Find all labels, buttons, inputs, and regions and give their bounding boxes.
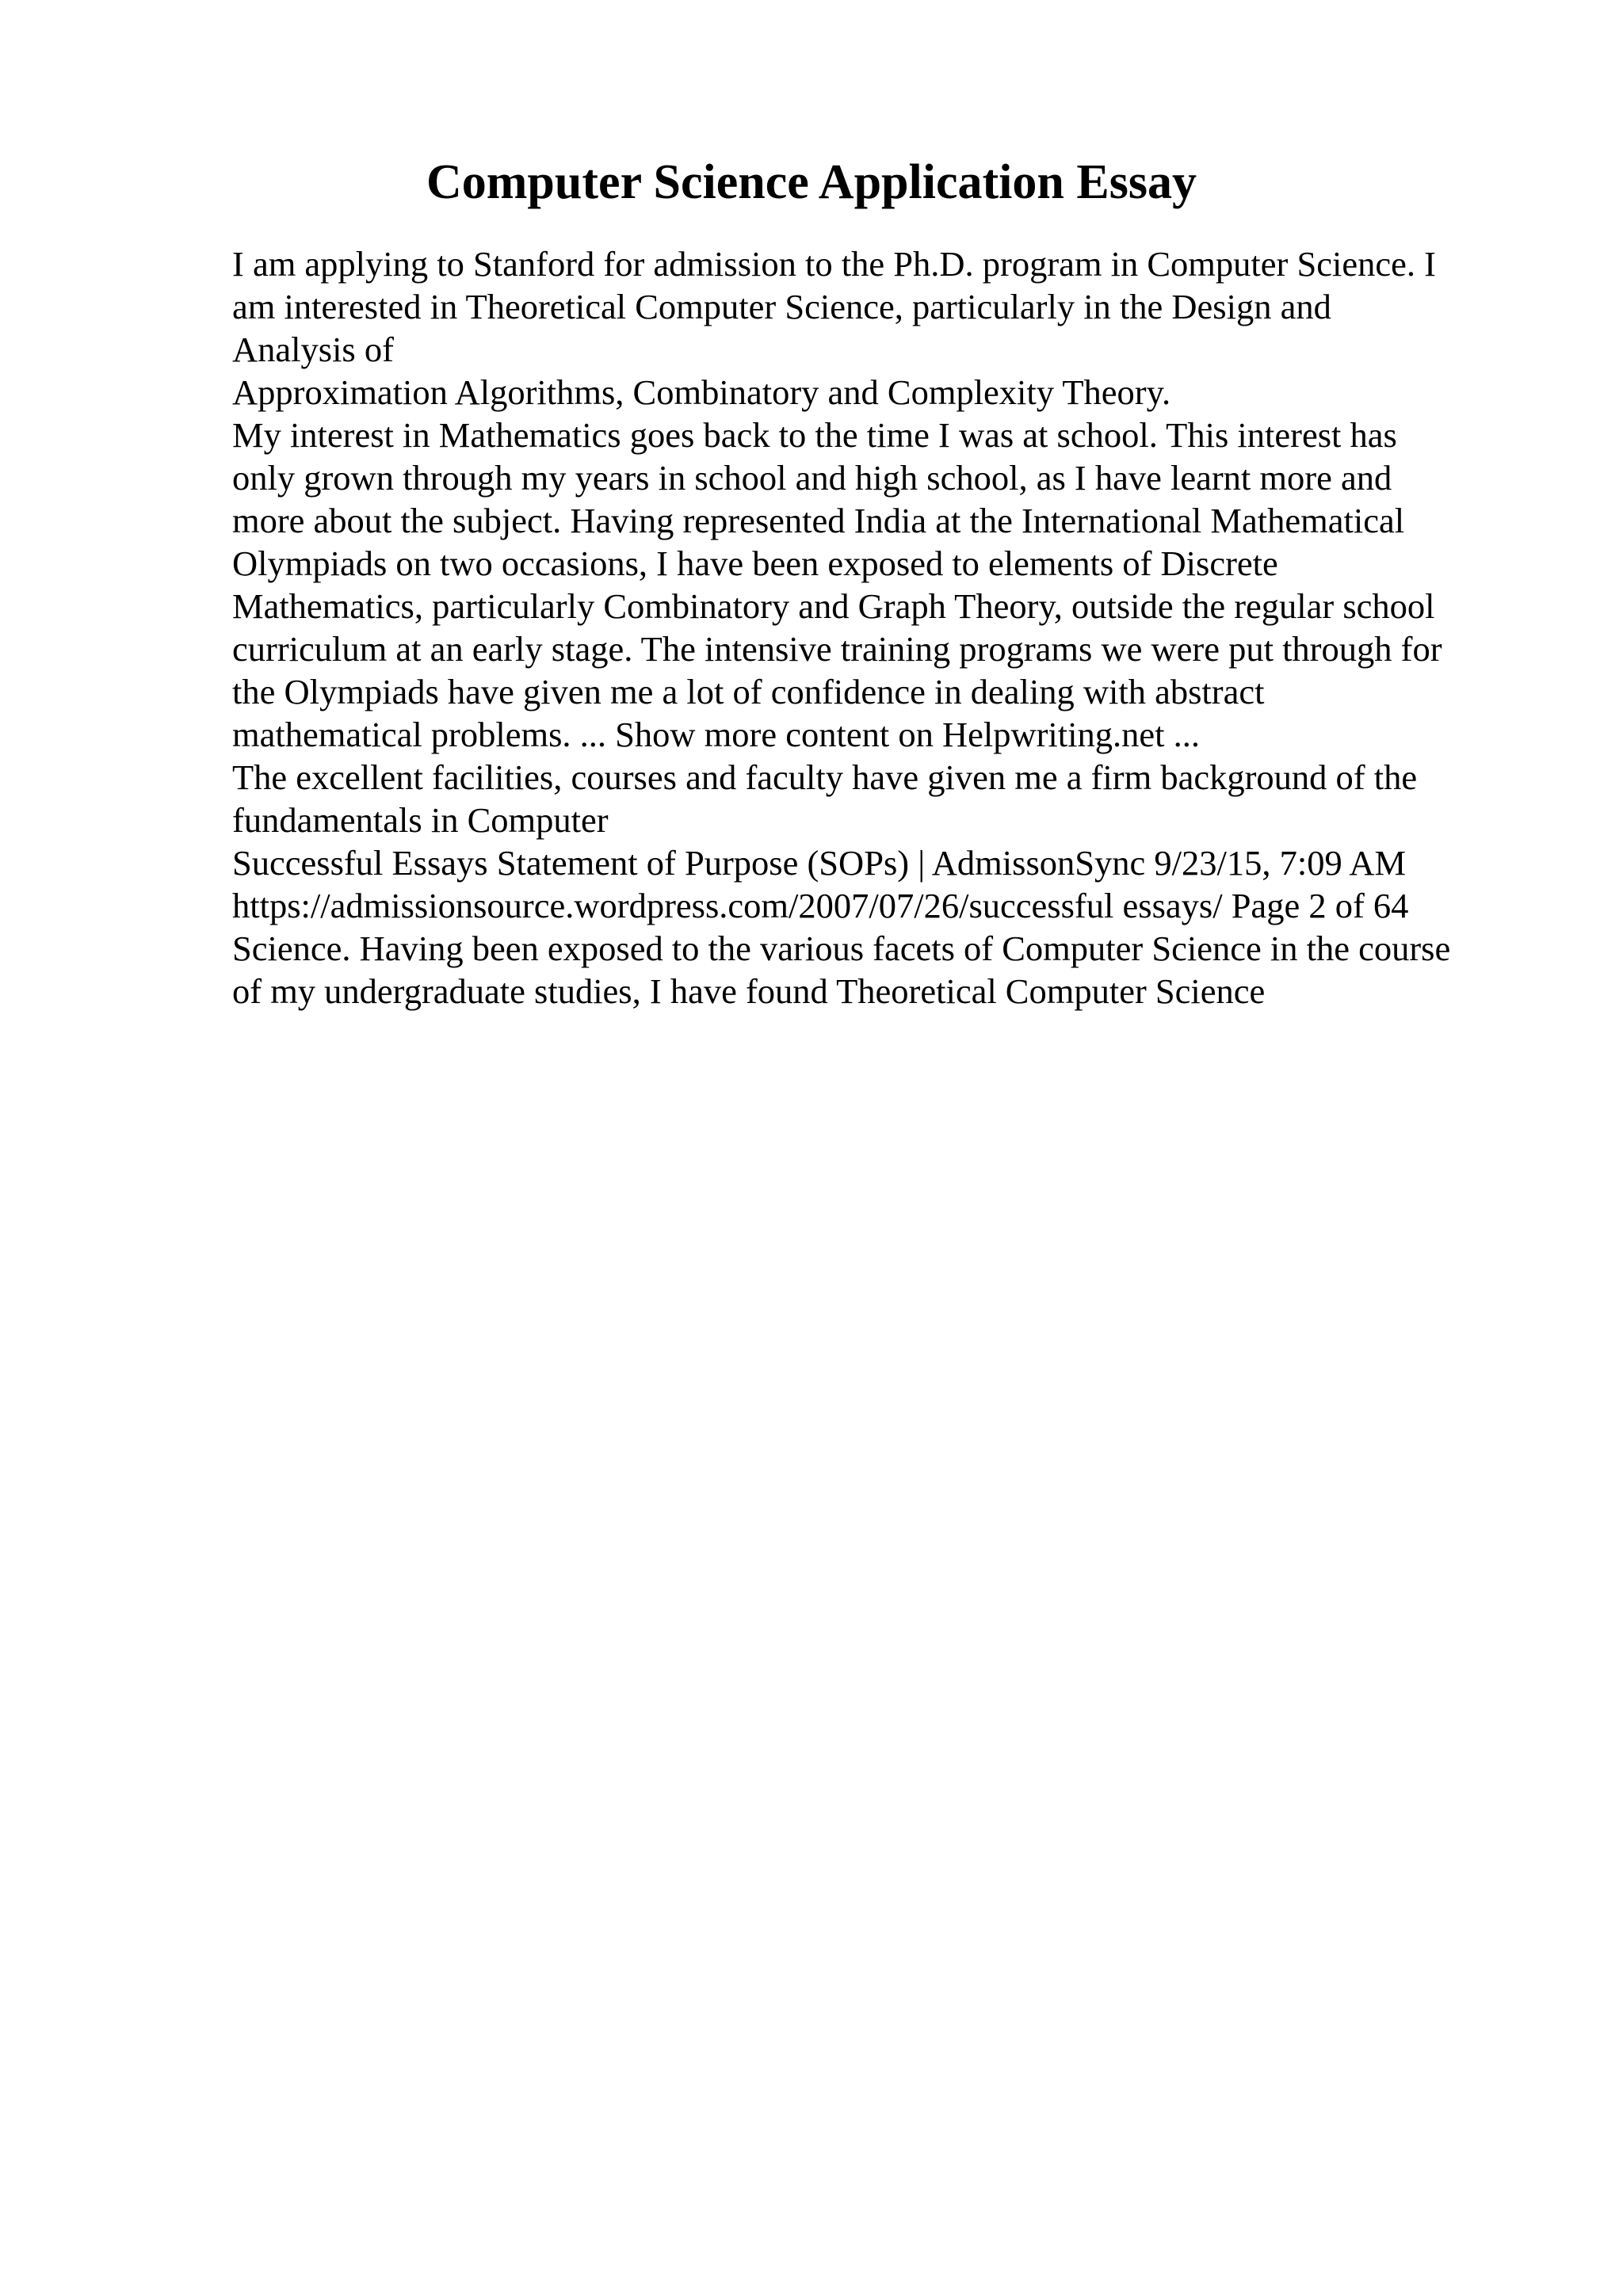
- essay-line: mathematical problems. ... Show more content on Helpwriting.net ...: [232, 715, 1201, 754]
- essay-line: only grown through my years in school and high school, as I have learnt more and: [232, 458, 1392, 498]
- essay-line: https://admissionsource.wordpress.com/2007/07/26/successful essays/ Page 2 of 64: [232, 886, 1409, 925]
- essay-line: Olympiads on two occasions, I have been exposed to elements of Discrete: [232, 543, 1278, 583]
- essay-line: the Olympiads have given me a lot of confidence in dealing with abstract: [232, 672, 1265, 711]
- essay-line: Mathematics, particularly Combinatory and Graph Theory, outside the regular school: [232, 586, 1435, 626]
- essay-line: Science. Having been exposed to the various facets of Computer Science in the course: [232, 929, 1451, 968]
- essay-line: The excellent facilities, courses and faculty have given me a firm background of the: [232, 757, 1418, 797]
- essay-line: Approximation Algorithms, Combinatory and Complexity Theory.: [232, 372, 1171, 412]
- essay-line: I am applying to Stanford for admission to the Ph.D. program in Computer Science. I: [232, 244, 1436, 284]
- page-title: Computer Science Application Essay: [426, 155, 1197, 209]
- essay-line: fundamentals in Computer: [232, 800, 609, 840]
- essay-line: more about the subject. Having represented India at the International Mathematical: [232, 501, 1405, 540]
- essay-body: [232, 242, 1532, 1013]
- essay-line: of my undergraduate studies, I have found Theoretical Computer Science: [232, 971, 1266, 1011]
- essay-line: My interest in Mathematics goes back to the time I was at school. This interest has: [232, 415, 1397, 455]
- essay-line: am interested in Theoretical Computer Science, particularly in the Design and: [232, 287, 1331, 326]
- essay-line: Analysis of: [232, 330, 394, 369]
- essay-line: Successful Essays Statement of Purpose (SOPs) | AdmissonSync 9/23/15, 7:09 AM: [232, 843, 1407, 883]
- essay-line: curriculum at an early stage. The intensive training programs we were put through for: [232, 629, 1442, 669]
